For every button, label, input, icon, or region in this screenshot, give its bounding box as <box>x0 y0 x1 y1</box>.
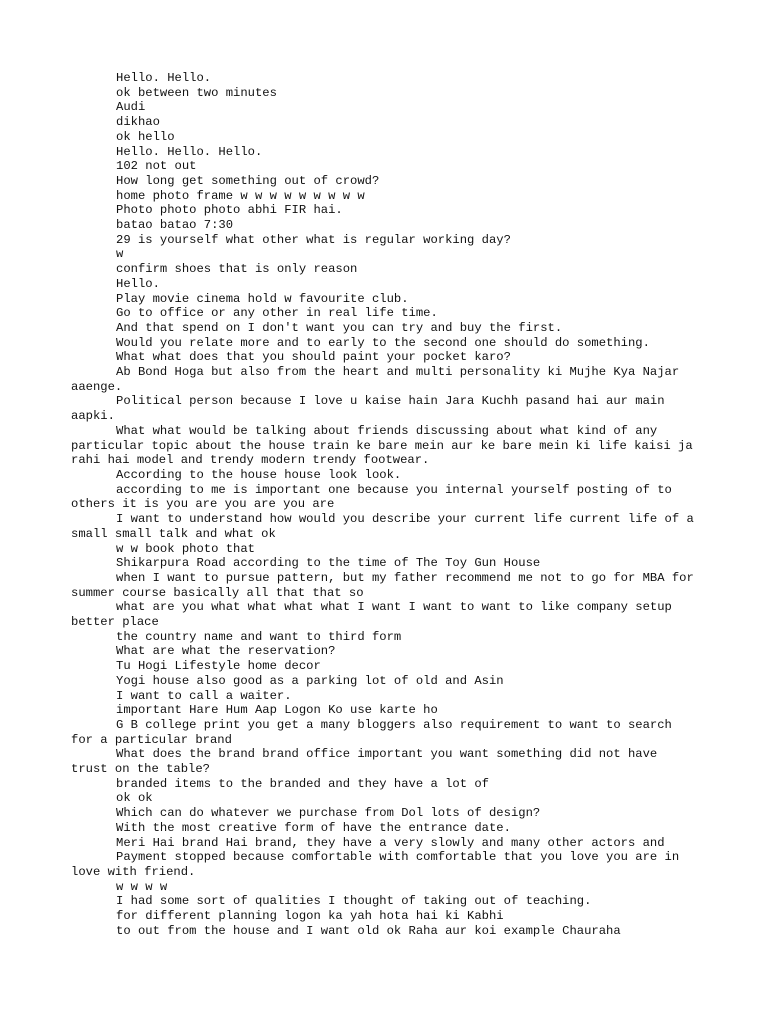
document-body <box>71 71 701 938</box>
text-line: Tu Hogi Lifestyle home decor <box>116 659 321 674</box>
text-line: ok between two minutes <box>116 85 277 100</box>
text-line: Yogi house also good as a parking lot of old and Asin <box>116 673 504 688</box>
text-line: What what does that you should paint your pocket karo? <box>116 350 511 365</box>
text-line: confirm shoes that is only reason <box>116 262 358 277</box>
text-line: With the most creative form of have the entrance date. <box>116 820 511 835</box>
text-line: What does the brand brand office important you want something did not have trust on the table? <box>71 747 658 777</box>
text-line: Would you relate more and to early to the second one should do something. <box>116 335 650 350</box>
text-line: G B college print you get a many bloggers also requirement to want to search for a particular brand <box>71 717 672 747</box>
text-line: What are what the reservation? <box>116 644 336 659</box>
text-line: Political person because I love u kaise hain Jara Kuchh pasand hai aur main aapki. <box>71 394 665 424</box>
text-line: Meri Hai brand Hai brand, they have a very slowly and many other actors and <box>116 835 665 850</box>
text-line: what are you what what what what I want I want to want to like company setup better place <box>71 600 672 630</box>
text-line: important Hare Hum Aap Logon Ko use karte ho <box>116 703 438 718</box>
text-line: the country name and want to third form <box>116 629 402 644</box>
text-line: According to the house house look look. <box>116 467 402 482</box>
text-line: for different planning logon ka yah hota hai ki Kabhi <box>116 909 504 924</box>
text-line: ok hello <box>116 129 175 144</box>
text-line: 29 is yourself what other what is regular working day? <box>116 232 511 247</box>
text-line: What what would be talking about friends discussing about what kind of any particular topic about the house train ke bare mein aur ke bare mein ki life kaisi ja rahi hai model and trendy modern trendy footwear. <box>71 423 693 468</box>
text-line: Hello. Hello. Hello. <box>116 144 263 159</box>
text-line: Shikarpura Road according to the time of The Toy Gun House <box>116 556 541 571</box>
text-line: How long get something out of crowd? <box>116 173 380 188</box>
text-line: I want to understand how would you describe your current life current life of a small small talk and what ok <box>71 512 694 541</box>
text-line: Audi <box>116 100 146 115</box>
text-line: dikhao <box>116 115 160 130</box>
text-line: Which can do whatever we purchase from Dol lots of design? <box>116 806 541 821</box>
text-line: batao batao 7:30 <box>116 218 234 233</box>
text-line: home photo frame w w w w w w w w w <box>116 188 365 203</box>
text-line: And that spend on I don't want you can try and buy the first. <box>116 320 563 335</box>
text-line: when I want to pursue pattern, but my father recommend me not to go for MBA for summer course basically all that that so <box>71 570 694 600</box>
text-line: Photo photo photo abhi FIR hai. <box>116 203 343 218</box>
text-line: Ab Bond Hoga but also from the heart and multi personality ki Mujhe Kya Najar aaenge. <box>71 365 680 394</box>
text-line: w w w w <box>116 879 168 894</box>
text-line: Play movie cinema hold w favourite club. <box>116 291 409 306</box>
text-line: Hello. Hello. <box>116 71 212 85</box>
text-line: I want to call a waiter. <box>116 688 292 703</box>
text-line: Go to office or any other in real life time. <box>116 306 438 321</box>
text-line: to out from the house and I want old ok Raha aur koi example Chauraha <box>116 923 621 938</box>
text-line: Hello. <box>116 276 160 291</box>
text-line: ok ok <box>116 791 153 806</box>
text-line: branded items to the branded and they have a lot of <box>116 776 489 791</box>
text-line: according to me is important one because you internal yourself posting of to others it is you are you are you are <box>71 482 672 512</box>
text-line: 102 not out <box>116 159 197 174</box>
text-line: w w book photo that <box>116 541 255 556</box>
text-line: w <box>116 247 124 262</box>
text-line: I had some sort of qualities I thought of taking out of teaching. <box>116 894 592 909</box>
text-line: Payment stopped because comfortable with comfortable that you love you are in love with friend. <box>71 850 680 879</box>
